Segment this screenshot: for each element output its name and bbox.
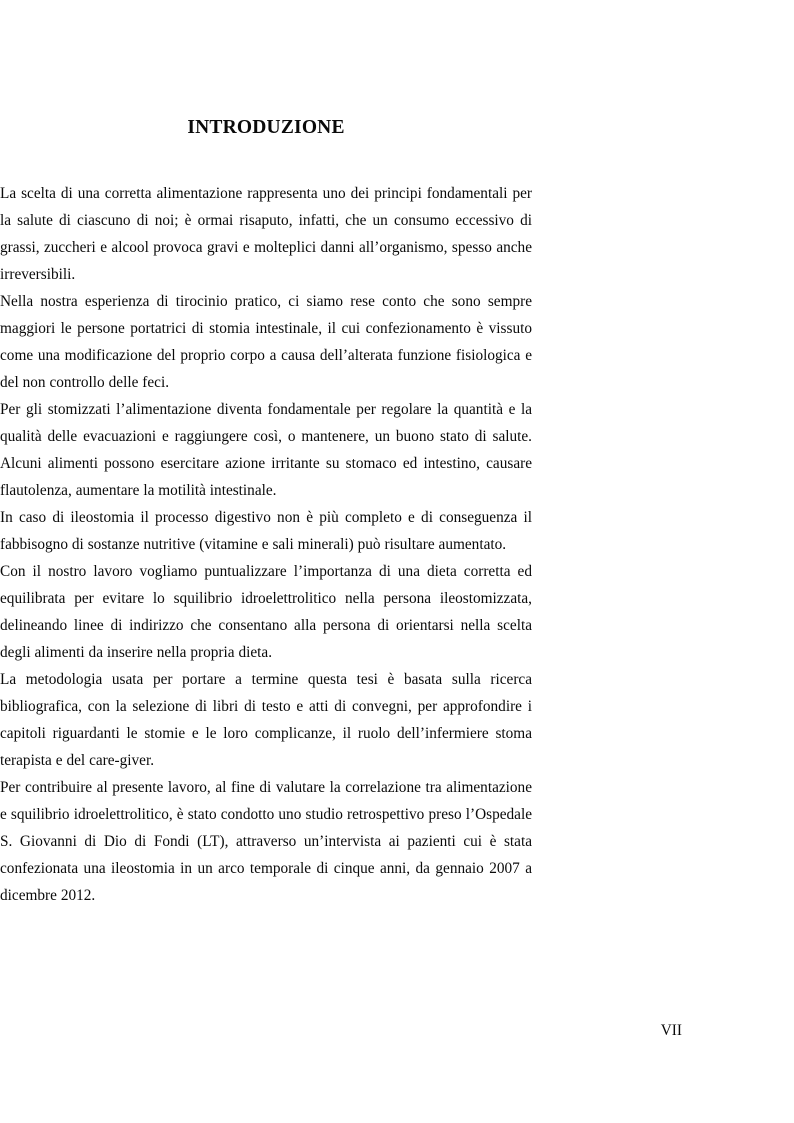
body-text-block (0, 180, 532, 909)
paragraph: Con il nostro lavoro vogliamo puntualizzare l’importanza di una dieta corretta ed equilibrata per evitare lo squilibrio idroelettrolitico nella persona ileostomizzata, delineando linee di indirizzo che consentano alla persona di orientarsi nella scelta degli alimenti da inserire nella propria dieta. (0, 563, 532, 661)
paragraph: Nella nostra esperienza di tirocinio pratico, ci siamo rese conto che sono sempre maggiori le persone portatrici di stomia intestinale, il cui confezionamento è vissuto come una modificazione del proprio corpo a causa dell’alterata funzione fisiologica e del non controllo delle feci. (0, 293, 532, 391)
paragraph: Per contribuire al presente lavoro, al fine di valutare la correlazione tra alimentazione e squilibrio idroelettrolitico, è stato condotto uno studio retrospettivo preso l’Ospedale S. Giovanni di Dio di Fondi (LT), attraverso un’intervista ai pazienti cui è stata confezionata una ileostomia in un arco temporale di cinque anni, da gennaio 2007 a dicembre 2012. (0, 779, 532, 904)
paragraph: Per gli stomizzati l’alimentazione diventa fondamentale per regolare la quantità e la qualità delle evacuazioni e raggiungere così, o mantenere, un buono stato di salute. Alcuni alimenti possono esercitare azione irritante su stomaco ed intestino, causare flautolenza, aumentare la motilità intestinale. (0, 401, 532, 499)
page-title: INTRODUZIONE (187, 117, 345, 138)
page-number: VII (660, 1022, 682, 1039)
paragraph: In caso di ileostomia il processo digestivo non è più completo e di conseguenza il fabbisogno di sostanze nutritive (vitamine e sali minerali) può risultare aumentato. (0, 509, 532, 553)
paragraph: La scelta di una corretta alimentazione rappresenta uno dei principi fondamentali per la salute di ciascuno di noi; è ormai risaputo, infatti, che un consumo eccessivo di grassi, zuccheri e alcool provoca gravi e molteplici danni all’organismo, spesso anche irreversibili. (0, 185, 532, 283)
paragraph: La metodologia usata per portare a termine questa tesi è basata sulla ricerca bibliografica, con la selezione di libri di testo e atti di convegni, per approfondire i capitoli riguardanti le stomie e le loro complicanze, il ruolo dell’infermiere stoma terapista e del care-giver. (0, 671, 532, 769)
